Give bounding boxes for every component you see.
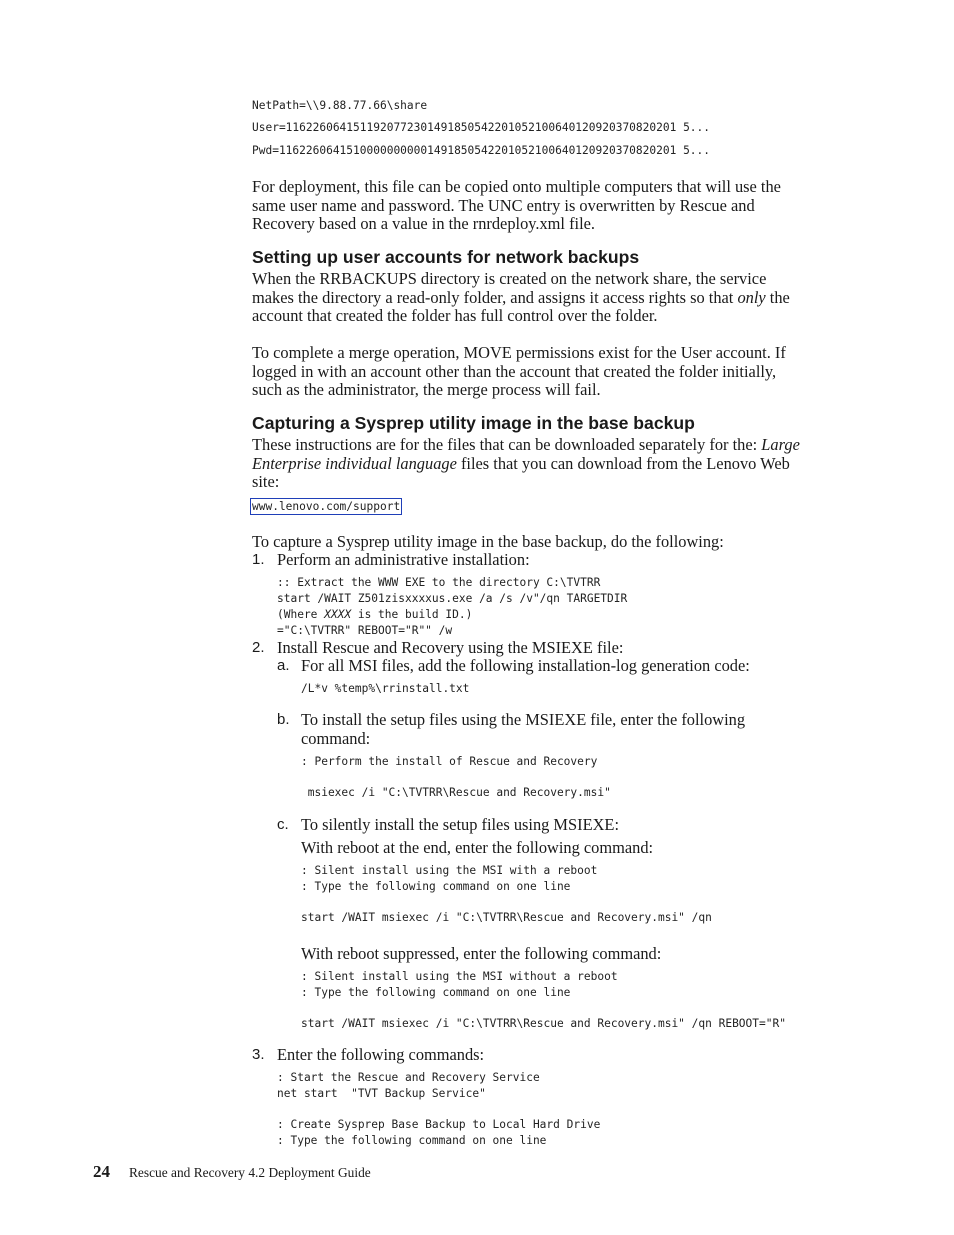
user-line: User=1162260641511920772301491850542201052100640120920370820201 5... bbox=[252, 121, 711, 134]
step-2a-letter: a. bbox=[277, 657, 290, 674]
step-2c-reboot-text: With reboot at the end, enter the following command: bbox=[301, 838, 654, 857]
step-2c-code-noreboot-command: start /WAIT msiexec /i "C:\TVTRR\Rescue and Recovery.msi" /qn REBOOT="R" bbox=[301, 1017, 786, 1030]
sysprep-paragraph: These instructions are for the files that can be downloaded separately for the: Large Enterprise individual language files that you can download from the Lenovo Web site: bbox=[252, 435, 800, 492]
page-number: 24 bbox=[93, 1162, 110, 1181]
step-2b-code-command: msiexec /i "C:\TVTRR\Rescue and Recovery.msi" bbox=[301, 786, 611, 799]
step-1-number: 1. bbox=[252, 551, 265, 568]
step-2-number: 2. bbox=[252, 639, 265, 656]
step-2b-letter: b. bbox=[277, 711, 290, 728]
step-2b-text: To install the setup files using the MSIEXE file, enter the following command: bbox=[301, 710, 746, 748]
step-3-number: 3. bbox=[252, 1046, 265, 1063]
heading-user-accounts: Setting up user accounts for network backups bbox=[252, 247, 640, 267]
step-2b-code-comment: : Perform the install of Rescue and Recovery bbox=[301, 755, 598, 768]
accounts-paragraph-2: To complete a merge operation, MOVE permissions exist for the User account. If logged in with an account other than the account that created the folder initially, such as the administrator, the merge process will fail. bbox=[252, 343, 786, 400]
netpath-line: NetPath=\\9.88.77.66\share bbox=[252, 99, 428, 112]
step-2c-text: To silently install the setup files using MSIEXE: bbox=[301, 815, 619, 834]
step-2c-code-reboot-command: start /WAIT msiexec /i "C:\TVTRR\Rescue and Recovery.msi" /qn bbox=[301, 911, 712, 924]
footer-title: Rescue and Recovery 4.2 Deployment Guide bbox=[129, 1165, 371, 1180]
accounts-paragraph-1: When the RRBACKUPS directory is created on the network share, the service makes the directory a read-only folder, and assigns it access rights so that only the account that created the folder has full control over the folder. bbox=[252, 269, 790, 326]
step-2c-code-noreboot: : Silent install using the MSI without a reboot : Type the following command on one line bbox=[301, 970, 618, 999]
step-2a-text: For all MSI files, add the following installation-log generation code: bbox=[301, 656, 750, 675]
step-3-text: Enter the following commands: bbox=[277, 1045, 485, 1064]
step-1-code: :: Extract the WWW EXE to the directory C:\TVTRR start /WAIT Z501zisxxxxus.exe /a /s /v"/qn TARGETDIR (Where XXXX is the build ID.) ="C:\TVTRR" REBOOT="R"" /w bbox=[277, 576, 628, 637]
step-2-text: Install Rescue and Recovery using the MSIEXE file: bbox=[277, 638, 624, 657]
step-3-code-backup: : Create Sysprep Base Backup to Local Hard Drive : Type the following command on one line bbox=[277, 1118, 601, 1147]
pwd-line: Pwd=11622606415100000000001491850542201052100640120920370820201 5... bbox=[252, 144, 711, 157]
step-2c-letter: c. bbox=[277, 816, 289, 833]
step-2a-code: /L*v %temp%\rrinstall.txt bbox=[301, 682, 470, 695]
step-2c-suppressed-text: With reboot suppressed, enter the following command: bbox=[301, 944, 662, 963]
capture-intro: To capture a Sysprep utility image in the base backup, do the following: bbox=[252, 532, 724, 551]
step-2c-code-reboot: : Silent install using the MSI with a reboot : Type the following command on one line bbox=[301, 864, 598, 893]
step-1-text: Perform an administrative installation: bbox=[277, 550, 530, 569]
heading-sysprep: Capturing a Sysprep utility image in the base backup bbox=[252, 413, 695, 433]
deploy-paragraph: For deployment, this file can be copied onto multiple computers that will use the same user name and password. The UNC entry is overwritten by Rescue and Recovery based on a value in the rnrdeploy.xml file. bbox=[252, 177, 781, 234]
step-3-code-service: : Start the Rescue and Recovery Service net start "TVT Backup Service" bbox=[277, 1071, 540, 1100]
lenovo-support-link[interactable]: www.lenovo.com/support bbox=[252, 500, 401, 513]
